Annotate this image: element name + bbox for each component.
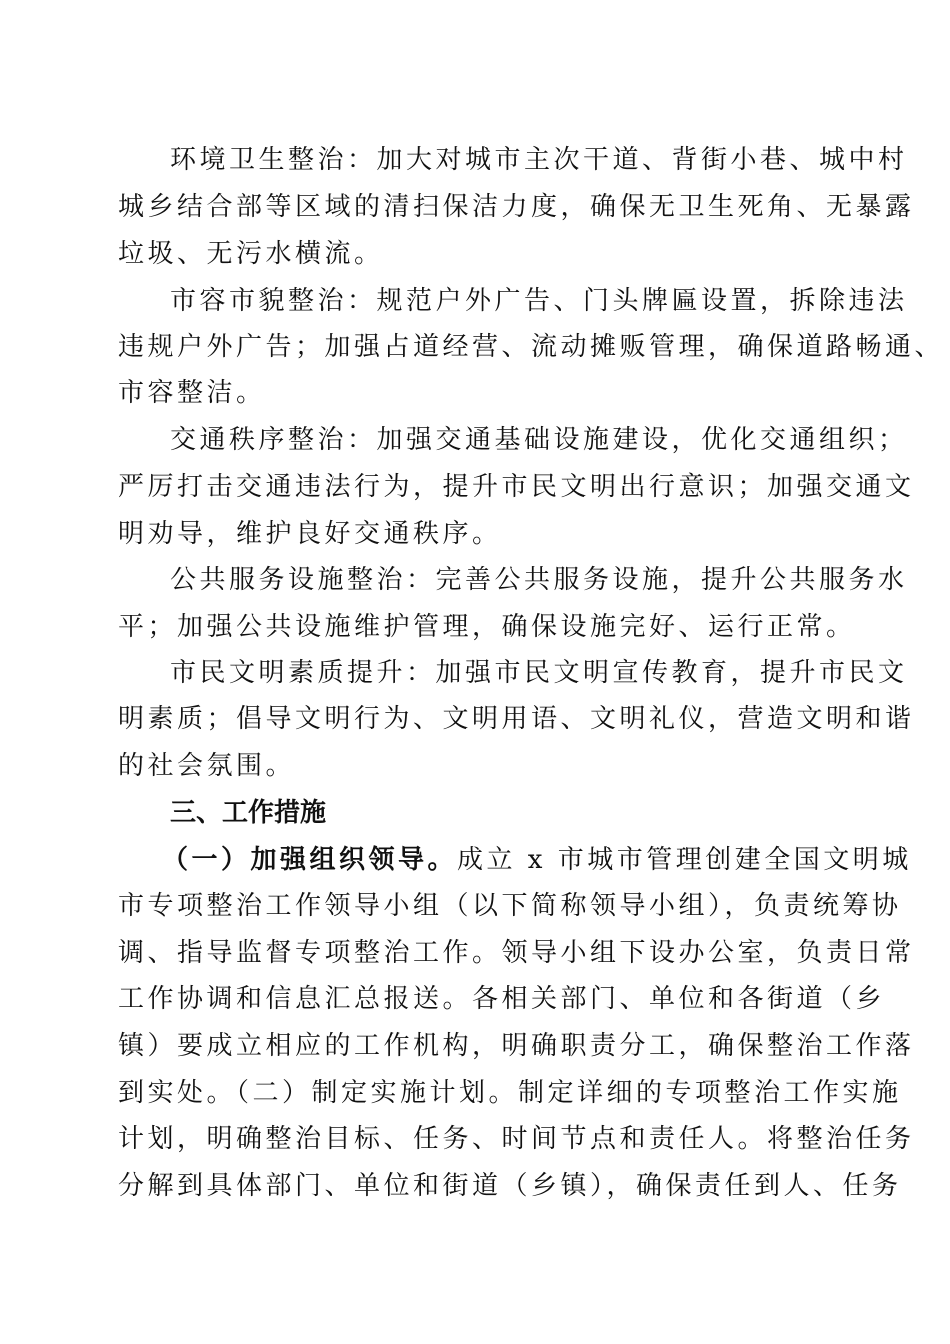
- paragraph-line: 明劝导，维护良好交通秩序。: [118, 519, 502, 549]
- paragraph-line: 公共服务设施整治：完善公共服务设施，提升公共服务水: [170, 565, 908, 595]
- paragraph-line: 市容整洁。: [118, 378, 266, 408]
- paragraph-line: 市专项整治工作领导小组（以下简称领导小组），负责统筹协: [118, 891, 902, 921]
- paragraph-line: 计划，明确整治目标、任务、时间节点和责任人。将整治任务: [118, 1124, 915, 1154]
- paragraph-line: 调、指导监督专项整治工作。领导小组下设办公室，负责日常: [118, 938, 915, 968]
- paragraph-line: 的社会氛围。: [118, 751, 296, 781]
- paragraph-line: 环境卫生整治：加大对城市主次干道、背街小巷、城中村: [170, 145, 908, 175]
- paragraph-text: 成立 x 市城市管理创建全国文明城: [457, 845, 912, 875]
- paragraph-line: 工作协调和信息汇总报送。各相关部门、单位和各街道（乡: [118, 984, 886, 1014]
- paragraph-line: [162, 843, 912, 877]
- paragraph-line: 严厉打击交通违法行为，提升市民文明出行意识；加强交通文: [118, 472, 915, 502]
- paragraph-line: 交通秩序整治：加强交通基础设施建设，优化交通组织；: [170, 425, 908, 455]
- paragraph-line: 镇）要成立相应的工作机构，明确职责分工，确保整治工作落: [118, 1031, 915, 1061]
- paragraph-line: 市容市貌整治：规范户外广告、门头牌匾设置，拆除违法: [170, 286, 908, 316]
- paragraph-line: 违规户外广告；加强占道经营、流动摊贩管理，确保道路畅通、: [118, 332, 945, 362]
- paragraph-line: 到实处。（二）制定实施计划。制定详细的专项整治工作实施: [118, 1078, 902, 1108]
- paragraph-line: 分解到具体部门、单位和街道（乡镇），确保责任到人、任务: [118, 1171, 902, 1201]
- section-heading: 三、工作措施: [170, 798, 327, 828]
- paragraph-line: 垃圾、无污水横流。: [118, 239, 384, 269]
- paragraph-line: 明素质；倡导文明行为、文明用语、文明礼仪，营造文明和谐: [118, 704, 915, 734]
- paragraph-line: 市民文明素质提升：加强市民文明宣传教育，提升市民文: [170, 658, 908, 688]
- subheading-lead: （一）加强组织领导。: [162, 845, 458, 875]
- paragraph-line: 平；加强公共设施维护管理，确保设施完好、运行正常。: [118, 612, 856, 642]
- paragraph-line: 城乡结合部等区域的清扫保洁力度，确保无卫生死角、无暴露: [118, 192, 915, 222]
